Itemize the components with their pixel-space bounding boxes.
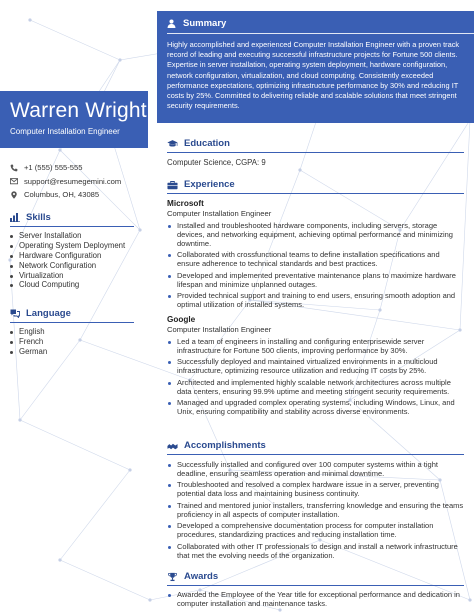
skills-list bbox=[10, 231, 134, 290]
experience-heading-text: Experience bbox=[184, 179, 235, 190]
job-entry-microsoft bbox=[167, 199, 464, 310]
language-section bbox=[10, 308, 134, 357]
phone-text: +1 (555) 555-555 bbox=[24, 163, 83, 173]
language-heading-text: Language bbox=[26, 308, 71, 319]
skills-heading bbox=[10, 212, 134, 227]
awards-section bbox=[167, 571, 464, 611]
experience-heading bbox=[167, 179, 464, 194]
accomplishments-section bbox=[167, 440, 464, 563]
skills-icon bbox=[10, 213, 20, 222]
list-item: Installed and troubleshooted hardware components, including servers, storage devices, and networking equipment, achieving optimal performance and minimizing downtime. bbox=[167, 222, 464, 249]
job-company: Microsoft bbox=[167, 199, 204, 208]
language-heading bbox=[10, 308, 134, 323]
summary-text: Highly accomplished and experienced Computer Installation Engineer with a proven track record of leading and executing successful infrastructure projects for Fortune 500 clients. Expertise in server installation, operating system deployment, hardware configuration, network configuration, virtualization, and cloud computing. Consistently exceeded performance expectations, optimizing infrastructure performance by 30% and reducing IT costs by 25%. Committed to delivering reliable and scalable solutions that meet stringent security requirements. bbox=[167, 40, 460, 111]
education-degree: Computer Science, CGPA: 9 bbox=[167, 158, 266, 167]
list-item: Hardware Configuration bbox=[10, 251, 134, 261]
person-title: Computer Installation Engineer bbox=[10, 127, 120, 136]
language-list bbox=[10, 327, 134, 357]
list-item: Architected and implemented highly scalable network architectures across multiple data centers, ensuring 99.9% uptime and meeting stringent security requirements. bbox=[167, 379, 464, 397]
list-item: Trained and mentored junior installers, transferring knowledge and ensuring the teams proficiency in all aspects of computer installation. bbox=[167, 502, 464, 520]
graduation-cap-icon bbox=[167, 139, 178, 149]
awards-heading bbox=[167, 571, 464, 586]
list-item: Managed and upgraded complex operating systems, including Windows, Linux, and Unix, ensuring compatibility and stability across diverse environments. bbox=[167, 399, 464, 417]
list-item: Operating System Deployment bbox=[10, 241, 134, 251]
briefcase-icon bbox=[167, 180, 178, 190]
job-company: Google bbox=[167, 314, 196, 324]
list-item: Awarded the Employee of the Year title for exceptional performance and dedication in computer installation and maintenance tasks. bbox=[167, 591, 464, 609]
summary-heading bbox=[167, 18, 474, 34]
accomplishments-heading bbox=[167, 440, 464, 455]
contact-info bbox=[10, 161, 140, 202]
list-item: Troubleshooted and resolved a complex hardware issue in a server, preventing potential data loss and maintaining business continuity. bbox=[167, 481, 464, 499]
list-item: Collaborated with other IT professionals to design and install a network infrastructure that met the evolving needs of the organization. bbox=[167, 543, 464, 561]
contact-phone bbox=[10, 161, 140, 175]
education-heading-text: Education bbox=[184, 138, 230, 149]
list-item: Developed and implemented preventative maintenance plans to maximize hardware lifespan and minimize unplanned outages. bbox=[167, 272, 464, 290]
list-item: Cloud Computing bbox=[10, 280, 134, 290]
list-item: Server Installation bbox=[10, 231, 134, 241]
accomplishments-heading-text: Accomplishments bbox=[184, 440, 266, 451]
list-item: French bbox=[10, 337, 134, 347]
job-title: Computer Installation Engineer bbox=[167, 209, 272, 218]
language-icon bbox=[10, 309, 20, 318]
person-name: Warren Wright bbox=[10, 99, 147, 122]
list-item: Network Configuration bbox=[10, 261, 134, 271]
list-item: Successfully deployed and maintained virtualized environments in a multicloud infrastructure, optimizing resource utilization and reducing IT costs by 25%. bbox=[167, 358, 464, 376]
list-item: Successfully installed and configured over 100 computer systems within a tight deadline, ensuring seamless operation and minimal downtime. bbox=[167, 461, 464, 479]
list-item: English bbox=[10, 327, 134, 337]
awards-list bbox=[167, 591, 464, 609]
phone-icon bbox=[10, 164, 18, 172]
location-text: Columbus, OH, 43085 bbox=[24, 190, 100, 200]
contact-location bbox=[10, 188, 140, 202]
awards-heading-text: Awards bbox=[184, 571, 219, 582]
job-bullets bbox=[167, 222, 464, 310]
skills-section bbox=[10, 212, 134, 290]
name-header bbox=[0, 91, 148, 148]
job-title: Computer Installation Engineer bbox=[167, 324, 272, 334]
trophy-icon bbox=[167, 572, 178, 582]
experience-section bbox=[167, 179, 464, 420]
list-item: Led a team of engineers in installing and configuring enterprisewide server infrastructure for Fortune 500 clients, improving performance by 30%. bbox=[167, 338, 464, 356]
list-item: Provided technical support and training to end users, ensuring smooth adoption and optimal utilization of installed systems. bbox=[167, 292, 464, 310]
job-entry-google bbox=[167, 315, 464, 417]
skills-heading-text: Skills bbox=[26, 212, 51, 223]
accomplishments-list bbox=[167, 461, 464, 560]
list-item: Collaborated with crossfunctional teams to define installation specifications and ensure adherence to technical standards and best practices. bbox=[167, 251, 464, 269]
contact-email bbox=[10, 175, 140, 189]
job-bullets bbox=[167, 338, 464, 417]
summary-section bbox=[157, 11, 474, 123]
education-heading bbox=[167, 138, 464, 153]
accomplishments-icon bbox=[167, 441, 178, 451]
email-icon bbox=[10, 177, 18, 185]
location-icon bbox=[10, 191, 18, 199]
email-text: support@resumegemini.com bbox=[24, 176, 122, 186]
user-icon bbox=[167, 19, 176, 28]
list-item: Developed a comprehensive documentation process for computer installation procedures, standardizing practices and reducing installation time. bbox=[167, 522, 464, 540]
list-item: German bbox=[10, 347, 134, 357]
list-item: Virtualization bbox=[10, 271, 134, 281]
summary-heading-text: Summary bbox=[183, 18, 227, 29]
education-section bbox=[167, 138, 464, 167]
